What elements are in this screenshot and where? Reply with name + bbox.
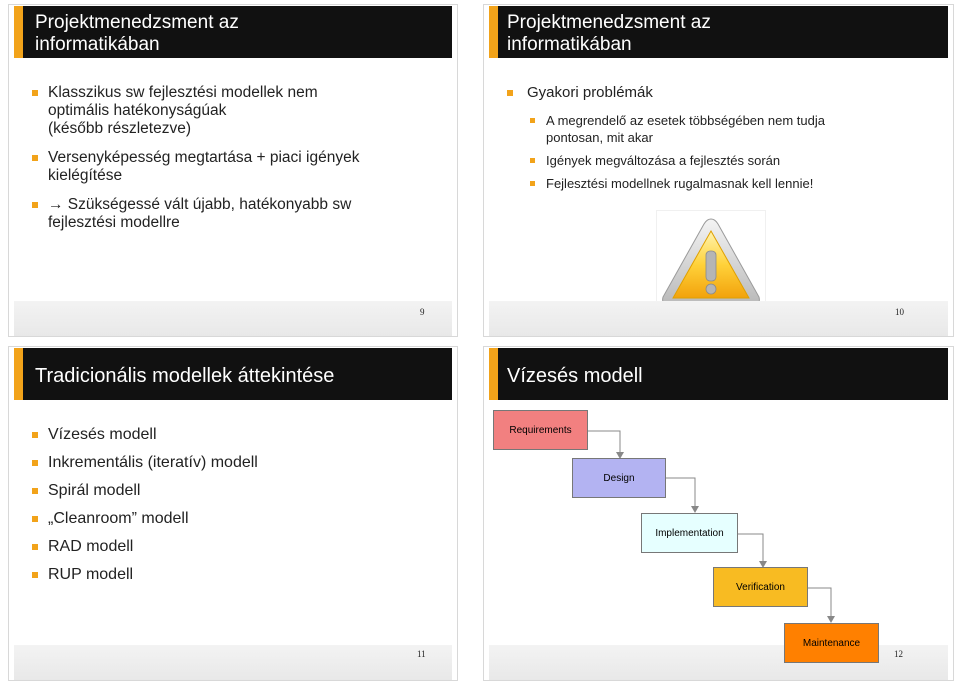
- bullet-square-icon: [32, 488, 38, 494]
- stage-design: Design: [572, 458, 666, 498]
- page-number: 10: [895, 307, 904, 317]
- slide-10-sub-bullets: [528, 112, 825, 192]
- bullet-square-icon: [32, 202, 38, 208]
- slide-12-title: Vízesés modell: [507, 365, 643, 387]
- page-number: 12: [894, 649, 903, 659]
- bullet-square-icon: [32, 432, 38, 438]
- slide-11: [8, 346, 458, 681]
- sub-bullet-item: Igények megváltozása a fejlesztés során: [528, 152, 825, 169]
- bullet-item: Gyakori problémák: [505, 84, 653, 102]
- page-number: 9: [420, 307, 425, 317]
- slide-footer: [14, 301, 452, 337]
- title-accent: [14, 348, 23, 400]
- bullet-square-icon: [530, 118, 535, 123]
- bullet-item: Klasszikus sw fejlesztési modellek nem optimális hatékonyságúak (később részletezve): [30, 84, 359, 138]
- slide-11-title: Tradicionális modellek áttekintése: [35, 365, 335, 387]
- slide-11-title-bar: [14, 348, 452, 400]
- bullet-square-icon: [32, 572, 38, 578]
- sub-bullet-item: A megrendelő az esetek többségében nem tudja pontosan, mit akar: [528, 112, 825, 146]
- bullet-square-icon: [32, 460, 38, 466]
- slide-10-bullets: [505, 84, 653, 102]
- stage-requirements: Requirements: [493, 410, 588, 450]
- bullet-item: Spirál modell: [30, 481, 258, 501]
- bullet-item: „Cleanroom” modell: [30, 509, 258, 529]
- slide-10-title-bar: [489, 6, 948, 58]
- title-accent: [14, 6, 23, 58]
- slide-10: [483, 4, 954, 337]
- bullet-square-icon: [32, 544, 38, 550]
- sub-bullet-item: Fejlesztési modellnek rugalmasnak kell lennie!: [528, 175, 825, 192]
- right-arrow-icon: →: [48, 196, 64, 213]
- stage-implementation: Implementation: [641, 513, 738, 553]
- stage-maintenance: Maintenance: [784, 623, 879, 663]
- bullet-item: Vízesés modell: [30, 425, 258, 445]
- connector-design-impl: [665, 478, 695, 512]
- slide-12: [483, 346, 954, 681]
- bullet-item: Versenyképesség megtartása + piaci igények kielégítése: [30, 149, 359, 185]
- bullet-item: → Szükségessé vált újabb, hatékonyabb sw fejlesztési modellre: [30, 196, 359, 232]
- slide-9-title: Projektmenedzsment az informatikában: [35, 12, 239, 55]
- slide-11-bullets: [30, 425, 258, 585]
- bullet-square-icon: [507, 90, 513, 96]
- page-number: 11: [417, 649, 426, 659]
- stage-verification: Verification: [713, 567, 808, 607]
- connector-req-design: [588, 431, 620, 458]
- bullet-square-icon: [32, 90, 38, 96]
- slide-9-bullets: [30, 84, 359, 232]
- bullet-item: RAD modell: [30, 537, 258, 557]
- bullet-square-icon: [530, 181, 535, 186]
- slide-10-title: Projektmenedzsment az informatikában: [507, 12, 711, 55]
- slide-9: [8, 4, 458, 337]
- slide-9-title-bar: [14, 6, 452, 58]
- bullet-item: RUP modell: [30, 565, 258, 585]
- bullet-item: Inkrementális (iteratív) modell: [30, 453, 258, 473]
- bullet-square-icon: [530, 158, 535, 163]
- bullet-square-icon: [32, 155, 38, 161]
- title-accent: [489, 6, 498, 58]
- slide-footer: [489, 301, 948, 337]
- bullet-square-icon: [32, 516, 38, 522]
- slide-footer: [14, 645, 452, 681]
- connector-impl-verif: [737, 534, 763, 567]
